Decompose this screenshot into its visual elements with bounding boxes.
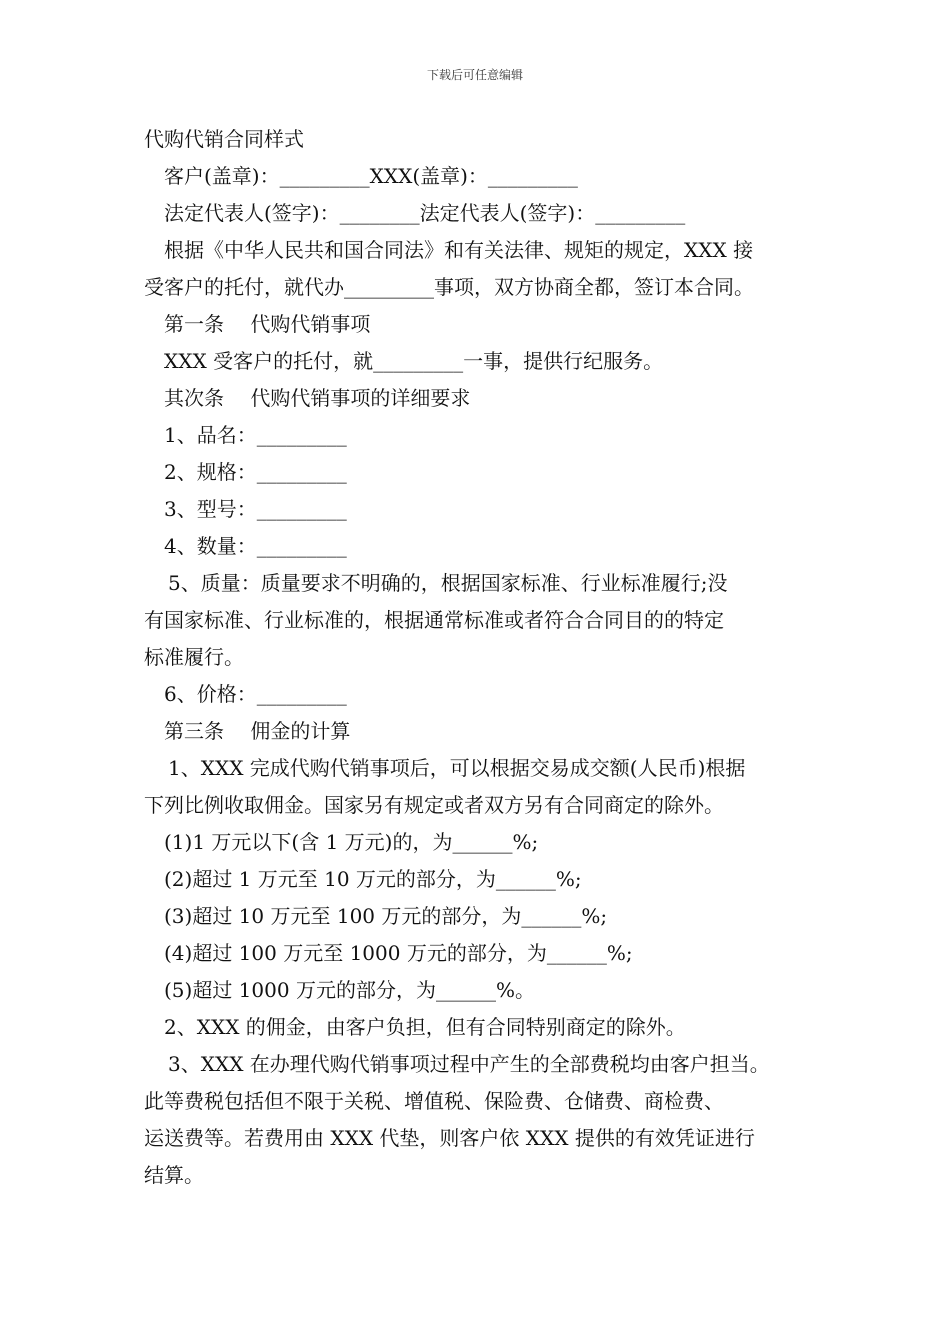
commission-clause-3-line-4: 结算。 <box>144 1163 204 1187</box>
document-title: 代购代销合同样式 <box>144 127 304 151</box>
commission-tier-1: (1)1 万元以下(含 1 万元)的，为______%; <box>164 830 539 854</box>
document-body <box>144 121 834 1194</box>
item-model: 3、型号：_________ <box>164 497 347 521</box>
item-specification: 2、规格：_________ <box>164 460 347 484</box>
item-price: 6、价格：_________ <box>164 682 347 706</box>
commission-clause-3-line-3: 运送费等。若费用由 XXX 代垫，则客户依 XXX 提供的有效凭证进行 <box>144 1126 755 1150</box>
client-seal-line: 客户(盖章)：_________XXX(盖章)：_________ <box>164 164 578 188</box>
article-3-heading: 第三条 佣金的计算 <box>164 719 351 743</box>
preamble-line-2: 受客户的托付，就代办_________事项，双方协商全都，签订本合同。 <box>144 275 754 299</box>
commission-clause-1-line-1: 1、XXX 完成代购代销事项后，可以根据交易成交额(人民币)根据 <box>168 756 746 780</box>
page-header: 下载后可任意编辑 <box>426 68 523 82</box>
item-quality-line-3: 标准履行。 <box>144 645 244 669</box>
commission-tier-5: (5)超过 1000 万元的部分，为______%。 <box>164 978 535 1002</box>
item-quality-line-1: 5、质量：质量要求不明确的，根据国家标准、行业标准履行;没 <box>168 571 728 595</box>
item-product-name: 1、品名：_________ <box>164 423 347 447</box>
commission-tier-2: (2)超过 1 万元至 10 万元的部分，为______%; <box>164 867 582 891</box>
commission-tier-3: (3)超过 10 万元至 100 万元的部分，为______%; <box>164 904 608 928</box>
commission-clause-1-line-2: 下列比例收取佣金。国家另有规定或者双方另有合同商定的除外。 <box>144 793 724 817</box>
item-quantity: 4、数量：_________ <box>164 534 347 558</box>
article-1-body: XXX 受客户的托付，就_________一事，提供行纪服务。 <box>164 349 664 373</box>
item-quality-line-2: 有国家标准、行业标准的，根据通常标准或者符合合同目的的特定 <box>144 608 724 632</box>
commission-clause-3-line-1: 3、XXX 在办理代购代销事项过程中产生的全部费税均由客户担当。 <box>168 1052 770 1076</box>
commission-clause-3-line-2: 此等费税包括但不限于关税、增值税、保险费、仓储费、商检费、 <box>144 1089 724 1113</box>
legal-rep-line: 法定代表人(签字)：________法定代表人(签字)：_________ <box>164 201 686 225</box>
article-1-heading: 第一条 代购代销事项 <box>164 312 371 336</box>
commission-clause-2: 2、XXX 的佣金，由客户负担，但有合同特别商定的除外。 <box>164 1015 686 1039</box>
preamble-line-1: 根据《中华人民共和国合同法》和有关法律、规矩的规定，XXX 接 <box>164 238 754 262</box>
article-2-heading: 其次条 代购代销事项的详细要求 <box>164 386 471 410</box>
commission-tier-4: (4)超过 100 万元至 1000 万元的部分，为______%; <box>164 941 633 965</box>
